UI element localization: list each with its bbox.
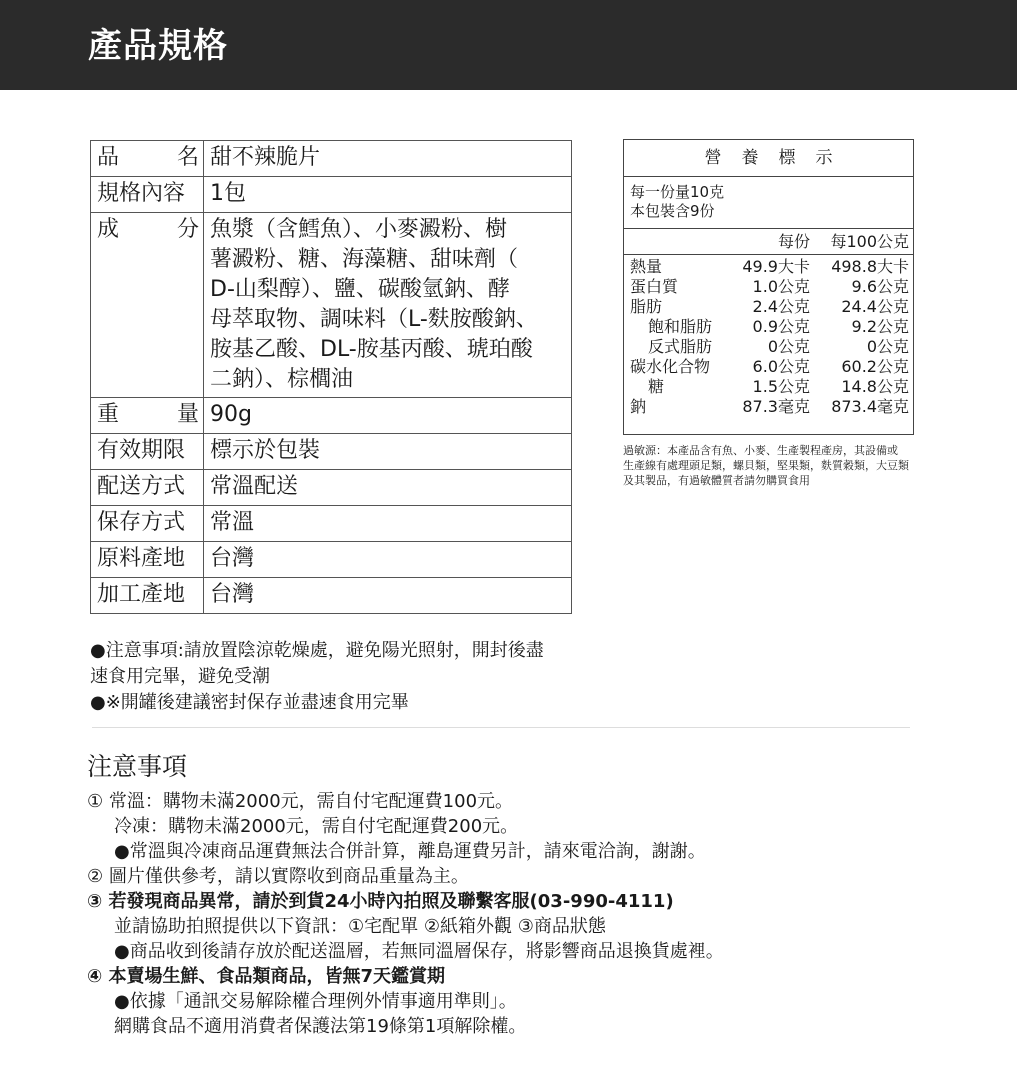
notice-line: ① 常溫：購物未滿2000元，需自付宅配運費100元。: [87, 791, 514, 812]
spec-label: 配送方式: [97, 474, 186, 499]
spec-label-char: 品: [97, 145, 120, 170]
spec-label: 有效期限: [97, 438, 186, 463]
nutrient-name: 熱量: [630, 257, 663, 276]
notice-line: 冷凍：購物未滿2000元，需自付宅配運費200元。: [114, 816, 519, 837]
spec-value-line: 常溫: [210, 510, 255, 535]
allergen-notice: [623, 443, 915, 488]
nutrition-title: 營養標示: [624, 140, 913, 177]
nutrient-per-100g: 498.8大卡: [831, 257, 909, 276]
nutrient-per-serving: 0公克: [767, 337, 810, 356]
notices-title: 注意事項: [87, 752, 188, 781]
nutrient-per-serving: 1.0公克: [752, 277, 810, 296]
spec-label-cell: [91, 434, 204, 470]
nutrient-per-serving: 87.3毫克: [742, 397, 810, 416]
nutrient-per-100g: 9.2公克: [851, 317, 909, 336]
notice-line: ③ 若發現商品異常，請於到貨24小時內拍照及聯繫客服(03-990-4111): [87, 891, 674, 912]
notice-line: ② 圖片僅供參考，請以實際收到商品重量為主。: [87, 866, 469, 887]
spec-value-cell: [204, 506, 572, 542]
nutrient-name: 碳水化合物: [630, 357, 711, 376]
storage-note-line: ●注意事項:請放置陰涼乾燥處，避免陽光照射，開封後盡: [90, 640, 544, 661]
storage-note-line: ●※開罐後建議密封保存並盡速食用完畢: [90, 692, 409, 713]
nutrient-per-serving: 0.9公克: [752, 317, 810, 336]
nutrition-header: [624, 229, 913, 255]
spec-label-char: 重: [97, 402, 120, 427]
spec-row: [91, 434, 572, 470]
nutrient-name: 蛋白質: [630, 277, 679, 296]
serving-size: 每一份量10克: [630, 183, 725, 201]
spec-row: [91, 177, 572, 213]
spec-value-cell: [204, 578, 572, 614]
spec-label-cell: [91, 470, 204, 506]
col-per-serving: 每份: [777, 232, 810, 251]
notice-line: ●常溫與冷凍商品運費無法合併計算，離島運費另計，請來電洽詢，謝謝。: [114, 841, 706, 862]
nutrient-name: 糖: [648, 377, 665, 396]
notice-line: ●依據「通訊交易解除權合理例外情事適用準則」。: [114, 991, 517, 1012]
spec-label-char: 量: [176, 402, 199, 427]
spec-label: 加工產地: [97, 582, 186, 607]
spec-label: [97, 215, 199, 245]
spec-label-char: 名: [176, 145, 199, 170]
nutrition-row: [624, 317, 913, 337]
spec-value-cell: [204, 470, 572, 506]
nutrition-table: [623, 139, 914, 435]
allergen-line: 過敏源：本產品含有魚、小麥、生產製程產房，其設備或: [623, 444, 898, 457]
spec-value-cell: [204, 542, 572, 578]
servings-per-pack: 本包裝含9份: [630, 202, 715, 220]
spec-value-line: 母萃取物、調味料（L-麩胺酸鈉、: [210, 307, 538, 332]
nutrition-row: [624, 377, 913, 397]
spec-value-line: 1包: [210, 181, 246, 206]
spec-label: 規格內容: [97, 181, 186, 206]
nutrient-name: 鈉: [630, 397, 647, 416]
nutrition-rows: [624, 255, 913, 417]
notice-line: ④ 本賣場生鮮、食品類商品，皆無7天鑑賞期: [87, 966, 446, 987]
spec-row: [91, 506, 572, 542]
col-per-100g: 每100公克: [830, 232, 909, 251]
spec-label-char: 分: [176, 217, 199, 242]
spec-row: [91, 398, 572, 434]
spec-label-cell: [91, 141, 204, 177]
nutrient-per-100g: 60.2公克: [841, 357, 909, 376]
spec-value-line: 標示於包裝: [210, 438, 321, 463]
nutrient-name: 脂肪: [630, 297, 663, 316]
divider: [92, 727, 910, 728]
notice-line: ●商品收到後請存放於配送溫層，若無同溫層保存，將影響商品退換貨處裡。: [114, 941, 724, 962]
spec-value-line: 90g: [210, 402, 252, 427]
spec-row: [91, 470, 572, 506]
nutrient-per-serving: 1.5公克: [752, 377, 810, 396]
spec-value-cell: [204, 177, 572, 213]
spec-label: [97, 400, 199, 430]
spec-value-line: 薯澱粉、糖、海藻糖、甜味劑（: [210, 247, 519, 272]
nutrient-per-100g: 0公克: [866, 337, 909, 356]
spec-label-char: 成: [97, 217, 120, 242]
notice-line: 網購食品不適用消費者保護法第19條第1項解除權。: [114, 1016, 527, 1037]
spec-label-cell: [91, 213, 204, 398]
spec-value-cell: [204, 398, 572, 434]
notices-list: [87, 789, 917, 1039]
spec-label-cell: [91, 506, 204, 542]
spec-value-line: 台灣: [210, 582, 255, 607]
nutrient-per-100g: 873.4毫克: [831, 397, 909, 416]
spec-value-cell: [204, 213, 572, 398]
nutrient-name: 飽和脂肪: [648, 317, 713, 336]
spec-label: 原料產地: [97, 546, 186, 571]
page-title: 產品規格: [88, 26, 228, 66]
storage-note-line: 速食用完畢，避免受潮: [90, 666, 270, 687]
spec-value-line: 甜不辣脆片: [210, 145, 321, 170]
spec-value-line: 魚漿（含鱈魚）、小麥澱粉、樹: [210, 217, 508, 242]
allergen-line: 生產線有處理頭足類，螺貝類，堅果類，麩質穀類，大豆類: [623, 459, 909, 472]
spec-label: 保存方式: [97, 510, 186, 535]
spec-table: [90, 140, 572, 614]
spec-row: [91, 542, 572, 578]
storage-notes: [90, 638, 600, 716]
nutrition-row: [624, 257, 913, 277]
spec-row: [91, 213, 572, 398]
spec-value-line: 台灣: [210, 546, 255, 571]
nutrition-row: [624, 357, 913, 377]
spec-value-line: 二鈉）、棕櫚油: [210, 367, 354, 392]
spec-value-line: 常溫配送: [210, 474, 299, 499]
spec-value-cell: [204, 141, 572, 177]
spec-label-cell: [91, 398, 204, 434]
spec-label-cell: [91, 542, 204, 578]
spec-label: [97, 143, 199, 173]
nutrient-name: 反式脂肪: [648, 337, 713, 356]
nutrient-per-100g: 14.8公克: [841, 377, 909, 396]
spec-row: [91, 578, 572, 614]
spec-value-line: 胺基乙酸、DL-胺基丙酸、琥珀酸: [210, 337, 533, 362]
nutrition-row: [624, 337, 913, 357]
spec-label-cell: [91, 177, 204, 213]
nutrient-per-serving: 49.9大卡: [742, 257, 810, 276]
nutrition-row: [624, 397, 913, 417]
nutrition-row: [624, 277, 913, 297]
serving-info: [624, 177, 913, 229]
spec-label-cell: [91, 578, 204, 614]
spec-row: [91, 141, 572, 177]
spec-value-line: D-山梨醇）、鹽、碳酸氫鈉、酵: [210, 277, 510, 302]
nutrient-per-serving: 6.0公克: [752, 357, 810, 376]
nutrient-per-serving: 2.4公克: [752, 297, 810, 316]
nutrient-per-100g: 24.4公克: [841, 297, 909, 316]
spec-value-cell: [204, 434, 572, 470]
allergen-line: 及其製品，有過敏體質者請勿購買食用: [623, 474, 810, 487]
nutrition-row: [624, 297, 913, 317]
nutrient-per-100g: 9.6公克: [851, 277, 909, 296]
notice-line: 並請協助拍照提供以下資訊：①宅配單 ②紙箱外觀 ③商品狀態: [114, 916, 606, 937]
